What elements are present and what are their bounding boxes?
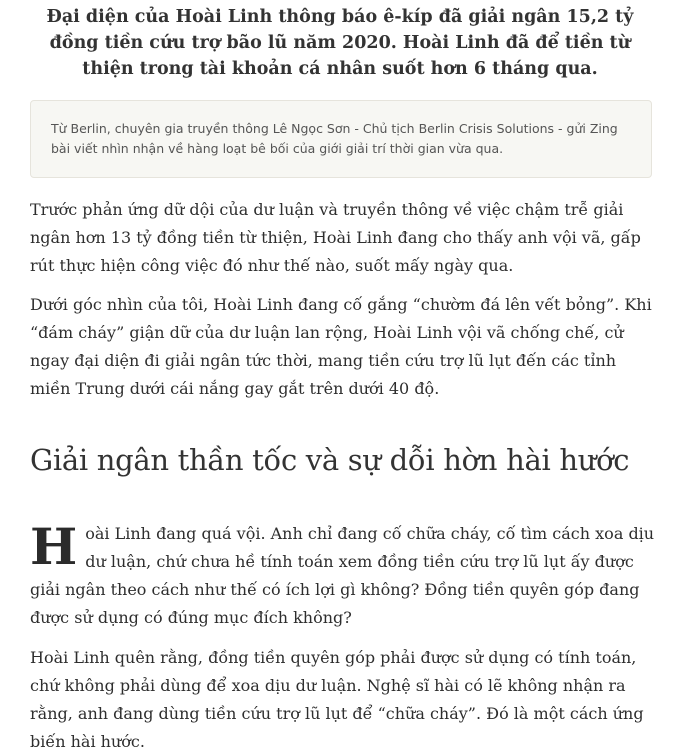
author-note-box — [30, 100, 652, 178]
article-lead: Đại diện của Hoài Linh thông báo ê-kíp đã giải ngân 15,2 tỷ đồng tiền cứu trợ bão lũ năm 2020. Hoài Linh đã để tiền từ thiện trong tài khoản cá nhân suốt hơn 6 tháng qua. — [46, 7, 634, 79]
paragraph: Trước phản ứng dữ dội của dư luận và truyền thông về việc chậm trễ giải ngân hơn 13 tỷ đồng tiền từ thiện, Hoài Linh đang cho thấy anh vội vã, gấp rút thực hiện công việc đó như thế nào, suốt mấy ngày qua. — [30, 200, 641, 275]
paragraph-text: oài Linh đang quá vội. Anh chỉ đang cố chữa cháy, cố tìm cách xoa dịu dư luận, chứ chưa hề tính toán xem đồng tiền cứu trợ lũ lụt ấy được giải ngân theo cách như thế có ích lợi gì không? Đồng tiền quyên góp đang được sử dụng có đúng mục đích không? — [30, 524, 655, 627]
paragraph: Hoài Linh quên rằng, đồng tiền quyên góp phải được sử dụng có tính toán, chứ không phải dùng để xoa dịu dư luận. Nghệ sĩ hài có lẽ không nhận ra rằng, anh đang dùng tiền cứu trợ lũ lụt để “chữa cháy”. Đó là một cách ứng biến hài hước. — [30, 648, 644, 751]
author-note-text: Từ Berlin, chuyên gia truyền thông Lê Ngọc Sơn - Chủ tịch Berlin Crisis Solutions - gửi Zing bài viết nhìn nhận về hàng loạt bê bối của giới giải trí thời gian vừa qua. — [51, 121, 618, 156]
section-heading: Giải ngân thần tốc và sự dỗi hờn hài hước — [30, 443, 630, 477]
paragraph-with-dropcap — [30, 517, 658, 632]
drop-cap: H — [30, 517, 78, 576]
paragraph: Dưới góc nhìn của tôi, Hoài Linh đang cố gắng “chườm đá lên vết bỏng”. Khi “đám cháy” giận dữ của dư luận lan rộng, Hoài Linh vội vã chống chế, cử ngay đại diện đi giải ngân tức thời, mang tiền cứu trợ lũ lụt đến các tỉnh miền Trung dưới cái nắng gay gắt trên dưới 40 độ. — [30, 295, 652, 398]
